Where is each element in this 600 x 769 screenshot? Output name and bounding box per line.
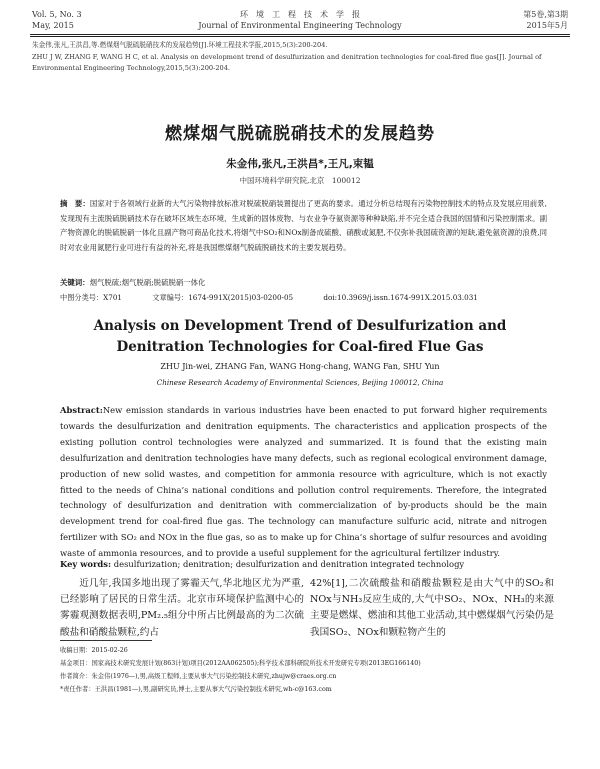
citation-zh: 朱金伟,张凡,王洪昌,等.燃煤烟气脱硫脱硝技术的发展趋势[J].环境工程技术学报,2015,5(3):200-204. bbox=[32, 41, 328, 49]
abstract-en-label: Abstract: bbox=[60, 405, 103, 415]
footnote-received: 收稿日期：2015-02-26 bbox=[60, 647, 128, 654]
article-number: 文章编号：1674-991X(2015)03-0200-05 bbox=[152, 293, 294, 302]
paper-title-zh: 燃煤烟气脱硫脱硝技术的发展趋势 bbox=[165, 124, 435, 144]
volume-issue: Vol. 5, No. 3 bbox=[32, 10, 82, 19]
footnote-corresponding: *责任作者：王洪昌(1981—),男,副研究员,博士,主要从事大气污染控制技术研究,wh-c@163.com bbox=[60, 686, 332, 693]
publication-date-zh: 2015年5月 bbox=[526, 21, 568, 30]
classification-row bbox=[60, 291, 547, 305]
authors-en: ZHU Jin-wei, ZHANG Fan, WANG Hong-chang, WANG Fan, SHU Yun bbox=[160, 362, 440, 371]
authors-zh: 朱金伟,张凡,王洪昌*,王凡,束韫 bbox=[226, 158, 374, 170]
abstract-en-text: New emission standards in various industries have been enacted to put forward higher requirements towards the desulfurization and denitration equipments. The characteristics and application prospects of the existing pollution control technologies were analyzed and summarized. It is found that the existing main desulfurization and denitration technologies have many defects, such as regional ecological environment damage, production of new solid wastes, and competition for ammonia resource with agriculture, which is not exactly fitted to the needs of China’s national conditions and pollution control requirements. Therefore, the integrated technology of desulfurization and denitration with commercialization of by-products should be the main development trend for coal-fired flue gas. The technology can manufacture sulfuric acid, nitrate and nitrogen fertilizer with SO₂ and NOx in the flue gas, so as to make up for China’s shortage of sulfur resources and avoiding waste of ammonia resources, and to provide a useful supplement for the agricultural fertilizer industry. bbox=[60, 405, 547, 559]
doi-link[interactable]: doi:10.3969/j.issn.1674-991X.2015.03.031 bbox=[323, 293, 478, 302]
running-header-left bbox=[32, 9, 82, 31]
footnote-fund: 基金项目：国家高技术研究发展计划(863计划)项目(2012AA062505);科学技术部科研院所技术开发研究专项(2013EG166140) bbox=[60, 660, 421, 667]
affiliation-zh: 中国环境科学研究院,北京 100012 bbox=[239, 176, 361, 185]
keywords-zh bbox=[60, 276, 547, 290]
abstract-en bbox=[60, 403, 547, 562]
keywords-zh-text: 烟气脱硫;烟气脱硝;脱硫脱硝一体化 bbox=[89, 278, 206, 287]
keywords-en bbox=[60, 557, 547, 571]
paper-title-en-line1: Analysis on Development Trend of Desulfurization and bbox=[93, 318, 507, 334]
body-column-left: 近几年,我国多地出现了雾霾天气,华北地区尤为严重,已经影响了居民的日常生活。北京市环境保护监测中心的雾霾观测数据表明,PM₂.₅组分中所占比例最高的为二次硫酸盐和硝酸盐颗粒,约占 bbox=[60, 578, 304, 638]
paper-title-en-line2: Denitration Technologies for Coal-fired Flue Gas bbox=[116, 339, 484, 355]
abstract-zh bbox=[60, 197, 547, 255]
footnote-divider bbox=[60, 640, 152, 641]
keywords-zh-label: 关键词： bbox=[60, 278, 90, 287]
journal-name-zh: 环 境 工 程 技 术 学 报 bbox=[240, 10, 360, 19]
paper-title-en bbox=[0, 316, 600, 358]
journal-name-en: Journal of Environmental Engineering Technology bbox=[198, 21, 402, 30]
clc-number: 中图分类号：X701 bbox=[60, 293, 122, 302]
footnote-author: 作者简介：朱金伟(1976—),男,高级工程师,主要从事大气污染控制技术研究,zhujw@craes.org.cn bbox=[60, 673, 337, 680]
header-divider bbox=[30, 34, 570, 35]
abstract-zh-label: 摘 要： bbox=[60, 199, 90, 208]
keywords-en-label: Key words: bbox=[60, 559, 112, 569]
running-header-right bbox=[523, 9, 568, 31]
affiliation-en: Chinese Research Academy of Environmental Sciences, Beijing 100012, China bbox=[156, 378, 444, 387]
volume-issue-zh: 第5卷,第3期 bbox=[523, 10, 568, 19]
abstract-zh-text: 国家对于各领域行业新的大气污染物排放标准对脱硫脱硝装置提出了更高的要求。通过分析总结现有污染物控制技术的特点及发展应用前景,发现现有主流脱硫脱硝技术存在破坏区域生态环境、生成新的固体废物、与农业争夺氨资源等种种缺陷,并不完全适合我国的国情和污染控制需求。副产物资源化的脱硫脱硝一体化且副产物可商品化技术,将烟气中SO₂和NOx制备成硫酸、硝酸或氮肥,不仅弥补我国硫资源的短缺,避免氨资源的浪费,同时对农业用氮肥行业可进行有益的补充,将是我国燃煤烟气脱硫脱硝技术的主要发展趋势。 bbox=[60, 199, 547, 252]
header-divider-thin bbox=[30, 36, 570, 37]
body-column-right: 42%[1],二次硫酸盐和硝酸盐颗粒是由大气中的SO₂和NOx与NH₃反应生成的,大气中SO₂、NOx、NH₃的来源主要是燃煤、燃油和其他工业活动,其中燃煤烟气污染仍是我国SO₂、NOx和颗粒物产生的 bbox=[310, 578, 554, 638]
running-header-center bbox=[150, 9, 450, 31]
keywords-en-text: desulfurization; denitration; desulfurization and denitration integrated technology bbox=[113, 559, 465, 569]
publication-date: May, 2015 bbox=[32, 21, 74, 30]
citation-en: ZHU J W, ZHANG F, WANG H C, et al. Analysis on development trend of desulfurization and denitration technologies for coal-fired flue gas[J]. Journal of Environmental Engineering Technology,2015,5(3):200-204. bbox=[32, 53, 542, 72]
